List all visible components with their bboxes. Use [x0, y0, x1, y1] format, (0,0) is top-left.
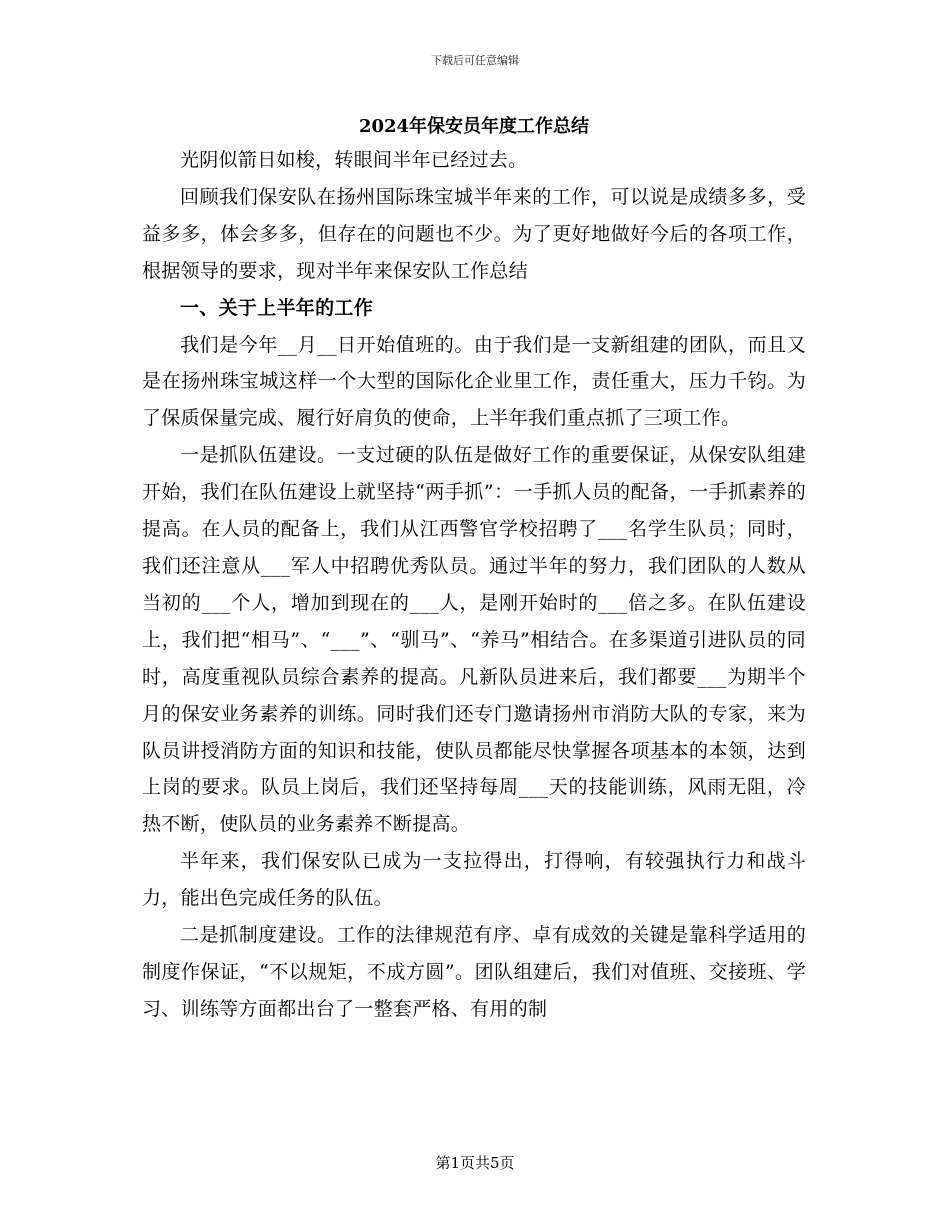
paragraph-start-duty: 我们是今年__月__日开始值班的。由于我们是一支新组建的团队，而且又是在扬州珠宝城这样一个大型的国际化企业里工作，责任重大，压力千钧。为了保质保量完成、履行好肩负的使命，上半年我们重点抓了三项工作。 [142, 333, 806, 430]
paragraph-system-building: 二是抓制度建设。工作的法律规范有序、卓有成效的关键是靠科学适用的制度作保证，“不以规矩，不成方圆”。团队组建后，我们对值班、交接班、学习、训练等方面都出台了一整套严格、有用的制 [142, 924, 806, 1020]
paragraph-team-building: 一是抓队伍建设。一支过硬的队伍是做好工作的重要保证，从保安队组建开始，我们在队伍建设上就坚持“两手抓”：一手抓人员的配备，一手抓素养的提高。在人员的配备上，我们从江西警官学校招聘了___名学生队员；同时，我们还注意从___军人中招聘优秀队员。通过半年的努力，我们团队的人数从当初的___个人，增加到现在的___人，是刚开始时的___倍之多。在队伍建设上，我们把“相马”、“___”、“驯马”、“养马”相结合。在多渠道引进队员的同时，高度重视队员综合素养的提高。凡新队员进来后，我们都要___为期半个月的保安业务素养的训练。同时我们还专门邀请扬州市消防大队的专家，来为队员讲授消防方面的知识和技能，使队员都能尽快掌握各项基本的本领，达到上岗的要求。队员上岗后，我们还坚持每周___天的技能训练，风雨无阻，冷热不断，使队员的业务素养不断提高。 [142, 444, 806, 836]
document-title: 2024年保安员年度工作总结 [358, 116, 590, 137]
page-number-footer: 第1页共5页 [435, 1154, 515, 1172]
document-body [142, 112, 806, 1028]
paragraph-intro: 光阴似箭日如梭，转眼间半年已经过去。 [180, 149, 528, 171]
page-header-note: 下载后可任意编辑 [431, 54, 519, 67]
paragraph-review: 回顾我们保安队在扬州国际珠宝城半年来的工作，可以说是成绩多多，受益多多，体会多多，但存在的问题也不少。为了更好地做好今后的各项工作，根据领导的要求，现对半年来保安队工作总结 [142, 185, 806, 282]
section-heading-first-half: 一、关于上半年的工作 [180, 296, 374, 319]
paragraph-team-result: 半年来，我们保安队已成为一支拉得出，打得响，有较强执行力和战斗力，能出色完成任务的队伍。 [142, 850, 806, 910]
